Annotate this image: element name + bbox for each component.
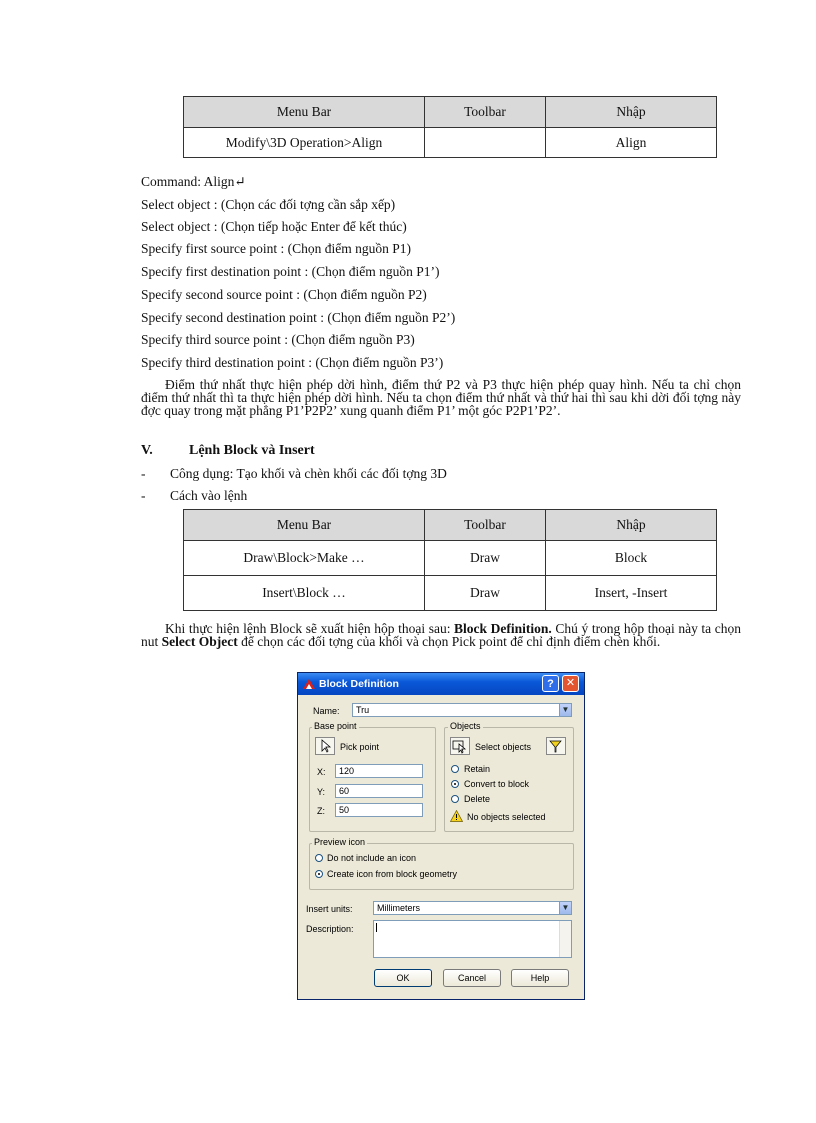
x-label: X: [317,767,326,777]
ok-button[interactable]: OK [374,969,432,987]
prompt-line: Specify first destination point : (Chọn điểm nguồn P1’) [141,264,440,279]
col-menu-bar: Menu Bar [184,510,425,541]
insert-units-combobox[interactable] [373,901,572,915]
text-run: để chọn các đối tợng của khối và chọn Pick point để chỉ định điểm chèn khối. [237,634,661,649]
section-title: Lệnh Block và Insert [189,443,315,458]
pick-point-label[interactable]: Pick point [340,742,380,752]
col-input: Nhập [546,510,717,541]
bullet-access: Cách vào lệnh [170,488,248,503]
select-objects-label[interactable]: Select objects [475,742,532,752]
cell-input: Align [546,128,717,158]
col-menu-bar: Menu Bar [184,97,425,128]
prompt-line: Specify third destination point : (Chọn điểm nguồn P3’) [141,355,444,370]
autocad-icon [302,677,316,691]
section-number: V. [141,443,153,458]
cell-toolbar [425,128,546,158]
insert-units-value: Millimeters [377,903,421,913]
cell-input: Block [546,541,717,576]
quick-select-button[interactable] [546,737,566,755]
cell-input: Insert, -Insert [546,576,717,611]
bullet-usage: Công dụng: Tạo khối và chèn khối các đối tợng 3D [170,466,447,481]
base-point-label: Base point [314,721,357,731]
y-label: Y: [317,787,326,797]
retain-radio[interactable] [451,765,459,773]
align-explanation: Điểm thứ nhất thực hiện phép dời hình, điểm thứ P2 và P3 thực hiện phép quay hình. Nếu ta chỉ chọn điểm thứ nhất thì ta thực hiện phép dời hình. Nếu ta chọn điểm thứ nhất và thứ hai thì sau khi dời đối tợng này đợc quay trong mặt phẳng P1’P2P2’ xung quanh điểm P1’ một góc P2P1’P2’. [141,377,741,418]
select-object-bold: Select Object [161,634,238,649]
convert-to-block-radio[interactable] [451,780,459,788]
chevron-down-icon[interactable]: ▼ [559,704,571,716]
prompt-line: Specify second destination point : (Chọn điểm nguồn P2’) [141,310,456,325]
name-value: Tru [356,705,370,715]
chevron-down-icon[interactable]: ▼ [559,902,571,914]
text-run: Chú ý trong hộp thoại này ta chọn nut [141,621,741,649]
col-toolbar: Toolbar [425,97,546,128]
cursor-icon [316,738,334,754]
name-combobox[interactable] [352,703,572,717]
description-textarea[interactable] [373,920,572,958]
block-definition-dialog [297,672,585,1000]
create-icon-radio[interactable] [315,870,323,878]
bullet-dash: - [141,466,146,481]
prompt-line: Specify first source point : (Chọn điểm nguồn P1) [141,241,411,256]
cell-menu-path: Modify\3D Operation>Align [184,128,425,158]
preview-icon-group [309,843,574,890]
z-label: Z: [317,806,325,816]
convert-to-block-label[interactable]: Convert to block [464,779,530,789]
delete-label[interactable]: Delete [464,794,491,804]
x-input[interactable]: 120 [335,764,423,778]
prompt-line: Specify second source point : (Chọn điểm nguồn P2) [141,287,427,302]
select-objects-icon [451,738,469,754]
bullet-dash: - [141,488,146,503]
objects-label: Objects [450,721,481,731]
align-command-table [183,96,717,158]
cell-menu-path: Insert\Block … [184,576,425,611]
no-objects-status: No objects selected [467,812,546,822]
col-input: Nhập [546,97,717,128]
description-label: Description: [306,924,354,934]
prompt-line: Select object : (Chọn các đối tợng cần sắp xếp) [141,197,396,212]
insert-units-label: Insert units: [306,904,353,914]
cell-toolbar: Draw [425,576,546,611]
name-label: Name: [313,706,340,716]
block-explanation [141,622,741,648]
help-icon[interactable]: ? [542,675,559,692]
textarea-scrollbar[interactable] [559,921,571,957]
dialog-title-bar[interactable] [298,673,584,695]
cancel-button[interactable]: Cancel [443,969,501,987]
prompt-line: Specify third source point : (Chọn điểm nguồn P3) [141,332,415,347]
no-icon-radio[interactable] [315,854,323,862]
pick-point-button[interactable] [315,737,335,755]
warning-icon [450,810,463,822]
prompt-line: Select object : (Chọn tiếp hoặc Enter để kết thúc) [141,219,407,234]
col-toolbar: Toolbar [425,510,546,541]
dialog-title: Block Definition [319,678,399,690]
block-command-table [183,509,717,611]
retain-label[interactable]: Retain [464,764,491,774]
close-icon[interactable]: ✕ [562,675,579,692]
text-caret [376,923,377,932]
cell-toolbar: Draw [425,541,546,576]
help-button[interactable]: Help [511,969,569,987]
filter-icon [547,738,565,754]
cell-menu-path: Draw\Block>Make … [184,541,425,576]
z-input[interactable]: 50 [335,803,423,817]
delete-radio[interactable] [451,795,459,803]
y-input[interactable]: 60 [335,784,423,798]
text-run: Khi thực hiện lệnh Block sẽ xuất hiện hộp thoại sau: [165,621,455,636]
no-icon-label[interactable]: Do not include an icon [327,853,417,863]
create-icon-label[interactable]: Create icon from block geometry [327,869,458,879]
select-objects-button[interactable] [450,737,470,755]
preview-icon-label: Preview icon [314,837,366,847]
dialog-name-bold: Block Definition. [454,621,552,636]
command-line: Command: Align↵ [141,174,246,189]
